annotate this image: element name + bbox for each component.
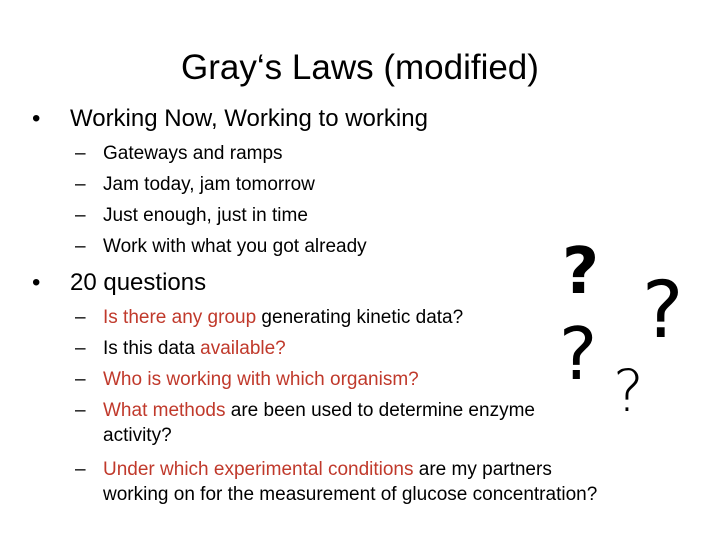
question-mark-icon: ? <box>562 235 600 309</box>
question-item: – Under which experimental conditions are my partners <box>75 459 552 480</box>
sub-item: – Work with what you got already <box>75 236 367 257</box>
bullet-20-questions <box>32 268 206 298</box>
question-item: – What methods are been used to determine enzyme <box>75 400 535 421</box>
question-mark-icon: ? <box>613 357 644 425</box>
bullet-marker: • <box>32 105 41 132</box>
sub-item: – Gateways and ramps <box>75 143 283 164</box>
question-item: – Who is working with which organism? <box>75 369 419 390</box>
slide-title: Gray‘s Laws (modified) <box>181 48 539 87</box>
question-mark-icon: ? <box>559 312 598 396</box>
bullet-text: Working Now, Working to working <box>70 105 428 132</box>
question-item-continuation: activity? <box>103 425 172 446</box>
bullet-marker: • <box>32 269 41 296</box>
bullet-text: 20 questions <box>70 269 207 296</box>
sub-item: – Jam today, jam tomorrow <box>75 174 315 195</box>
question-item: – Is this data available? <box>75 338 286 359</box>
question-item-continuation: working on for the measurement of glucose concentration? <box>103 484 598 505</box>
bullet-working-now <box>32 104 428 134</box>
question-item: – Is there any group generating kinetic data? <box>75 307 464 328</box>
sub-item: – Just enough, just in time <box>75 205 308 226</box>
question-mark-icon: ? <box>642 266 684 356</box>
